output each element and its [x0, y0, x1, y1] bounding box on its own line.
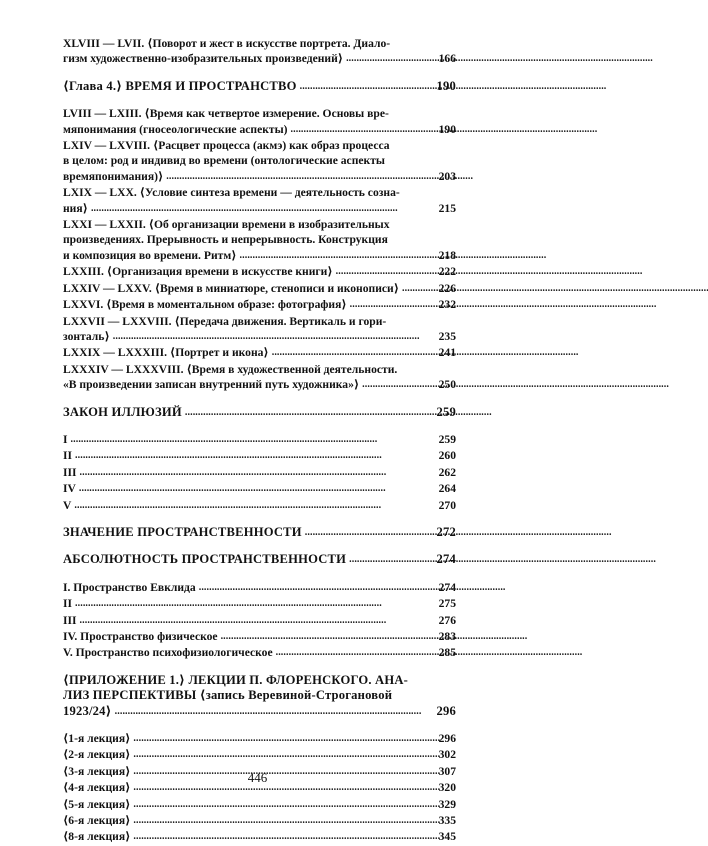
toc-entry — [63, 613, 456, 629]
toc-entry-line — [63, 498, 456, 514]
toc-entry-text: II — [63, 597, 73, 611]
toc-entry-text: IV — [63, 482, 76, 496]
toc-entry-text: LXIV — LXVIII. ⟨Расцвет процесса (акмэ) как образ процесса — [63, 139, 390, 153]
toc-entry-text: XLVIII — LVII. ⟨Поворот и жест в искусстве портрета. Диало- — [63, 37, 391, 50]
toc-section-entry — [63, 673, 456, 720]
toc-entry-line — [63, 217, 456, 232]
toc-entry-line — [63, 405, 456, 421]
toc-page-number: 270 — [438, 498, 456, 512]
toc-entry — [63, 731, 456, 747]
toc-entry-text: LXXIV — LXXV. ⟨Время в миниатюре, стенописи и иконописи⟩ — [63, 281, 400, 295]
toc-entry-line — [63, 481, 456, 497]
toc-page-number: 226 — [438, 281, 456, 295]
toc-entry — [63, 747, 456, 763]
toc-entry-text: ⟨1-я лекция⟩ — [63, 732, 131, 746]
toc-entry-line — [63, 448, 456, 464]
toc-page-number: 320 — [438, 781, 456, 795]
toc-entry-line — [63, 704, 456, 720]
toc-entry-line — [63, 248, 456, 264]
dot-leader — [349, 551, 431, 567]
toc-entry-text: ⟨ПРИЛОЖЕНИЕ 1.⟩ ЛЕКЦИИ П. ФЛОРЕНСКОГО. АНА- — [63, 672, 409, 687]
toc-entry-line — [63, 645, 456, 661]
dot-leader — [185, 404, 432, 420]
toc-page-number: 215 — [438, 201, 456, 215]
dot-leader — [336, 263, 434, 279]
toc-entry — [63, 797, 456, 813]
toc-entry-line — [63, 797, 456, 813]
toc-entry-text: IV. Пространство физическое — [63, 630, 218, 643]
toc-entry-line — [63, 297, 456, 313]
toc-entry-text: произведениях. Прерывность и непрерывность. Конструкция — [63, 233, 388, 247]
dot-leader — [199, 579, 434, 595]
dot-leader — [291, 121, 434, 137]
toc-entry-text: ⟨6-я лекция⟩ — [63, 814, 131, 828]
toc-entry-line — [63, 362, 456, 377]
toc-entry-line — [63, 747, 456, 763]
toc-entry — [63, 645, 456, 661]
toc-entry-line — [63, 169, 456, 185]
toc-entry-line — [63, 629, 456, 645]
dot-leader — [276, 644, 434, 660]
toc-entry — [63, 829, 456, 845]
dot-leader — [305, 524, 432, 540]
dot-leader — [133, 746, 433, 762]
dot-leader — [133, 730, 433, 746]
dot-leader — [91, 200, 434, 216]
toc-entry-line — [63, 688, 456, 703]
toc-page-number: 218 — [438, 248, 456, 262]
toc-entry-line — [63, 673, 456, 688]
toc-page-number: 275 — [438, 597, 456, 611]
table-of-contents — [63, 36, 456, 846]
toc-page-number: 335 — [438, 814, 456, 828]
toc-entry — [63, 185, 456, 217]
toc-entry-text: ЗАКОН ИЛЛЮЗИЙ — [63, 404, 182, 419]
dot-leader — [221, 628, 434, 644]
toc-entry — [63, 465, 456, 481]
toc-page-number: 307 — [438, 764, 456, 778]
toc-entry-text: LXXVII — LXXVIII. ⟨Передача движения. Вертикаль и гори- — [63, 314, 387, 328]
toc-page-number: 285 — [438, 646, 456, 660]
toc-entry — [63, 106, 456, 138]
dot-leader — [133, 828, 433, 844]
toc-page-number: 272 — [436, 524, 456, 539]
toc-entry-text: LXXXIV — LXXXVIII. ⟨Время в художественной деятельности. — [63, 362, 398, 376]
toc-page-number: 264 — [438, 482, 456, 496]
toc-entry-line — [63, 264, 456, 280]
toc-entry-text: V. Пространство психофизиологическое — [63, 646, 273, 660]
toc-entry — [63, 596, 456, 612]
dot-leader — [346, 50, 434, 66]
toc-page-number: 250 — [438, 378, 456, 392]
toc-entry-line — [63, 122, 456, 138]
toc-section-entry — [63, 405, 456, 421]
toc-entry-line — [63, 329, 456, 345]
dot-leader — [71, 431, 434, 447]
toc-entry-text: ⟨2-я лекция⟩ — [63, 748, 131, 762]
toc-entry — [63, 264, 456, 280]
toc-entry-line — [63, 813, 456, 829]
toc-entry-line — [63, 525, 456, 541]
toc-entry — [63, 362, 456, 394]
toc-entry-text: мяпонимания (гносеологические аспекты) — [63, 122, 288, 136]
toc-entry-line — [63, 596, 456, 612]
toc-entry-line — [63, 138, 456, 153]
toc-page-number: 302 — [438, 748, 456, 762]
toc-entry-text: LXXI — LXXII. ⟨Об организации времени в изобразительных — [63, 218, 390, 232]
toc-entry-line — [63, 185, 456, 200]
dot-leader — [115, 703, 432, 719]
toc-page-number: 166 — [438, 52, 456, 66]
toc-entry-line — [63, 613, 456, 629]
dot-leader — [74, 497, 433, 513]
dot-leader — [79, 480, 434, 496]
toc-entry-text: ⟨Глава 4.⟩ ВРЕМЯ И ПРОСТРАНСТВО — [63, 78, 297, 93]
toc-entry-text: АБСОЛЮТНОСТЬ ПРОСТРАНСТВЕННОСТИ — [63, 552, 347, 567]
toc-page-number: 190 — [436, 78, 456, 93]
toc-page-number: 296 — [436, 703, 456, 718]
toc-entry-line — [63, 36, 456, 51]
toc-entry — [63, 580, 456, 596]
dot-leader — [133, 812, 433, 828]
dot-leader — [113, 328, 434, 344]
toc-entry — [63, 36, 456, 68]
toc-page-number: 276 — [438, 613, 456, 627]
toc-entry-line — [63, 201, 456, 217]
toc-entry-line — [63, 314, 456, 329]
dot-leader — [166, 168, 433, 184]
toc-section-entry — [63, 552, 456, 568]
toc-entry-text: ЗНАЧЕНИЕ ПРОСТРАНСТВЕННОСТИ — [63, 524, 302, 539]
toc-entry — [63, 448, 456, 464]
toc-page-number: 274 — [438, 580, 456, 594]
toc-entry-text: ⟨5-я лекция⟩ — [63, 797, 131, 811]
toc-entry-text: ⟨4-я лекция⟩ — [63, 781, 131, 795]
toc-entry-text: в целом: род и индивид во времени (онтологические аспекты — [63, 154, 385, 168]
toc-entry-text: гизм художественно-изобразительных произведений⟩ — [63, 52, 344, 66]
toc-entry-line — [63, 345, 456, 361]
toc-entry-line — [63, 731, 456, 747]
toc-entry — [63, 498, 456, 514]
toc-entry-text: ⟨3-я лекция⟩ — [63, 764, 131, 778]
toc-section-entry — [63, 525, 456, 541]
toc-entry — [63, 345, 456, 361]
toc-page-number: 283 — [438, 630, 456, 643]
toc-entry-text: ния⟩ — [63, 201, 88, 215]
toc-entry-text: II — [63, 449, 73, 463]
dot-leader — [402, 280, 434, 296]
toc-section-entry — [63, 79, 456, 95]
toc-page-number: 259 — [436, 404, 456, 419]
toc-entry-line — [63, 580, 456, 596]
toc-entry-line — [63, 232, 456, 247]
toc-entry-text: LXXVI. ⟨Время в моментальном образе: фотография⟩ — [63, 298, 347, 312]
toc-page-number: 262 — [438, 465, 456, 479]
dot-leader — [133, 796, 433, 812]
toc-page-number: 232 — [438, 298, 456, 312]
toc-page-number: 235 — [438, 329, 456, 343]
toc-entry-line — [63, 153, 456, 168]
toc-page-number: 296 — [438, 732, 456, 746]
toc-entry-text: ЛИЗ ПЕРСПЕКТИВЫ ⟨запись Верeвиной-Строгановой — [63, 688, 393, 703]
toc-entry-line — [63, 432, 456, 448]
toc-entry-text: «В произведении записан внутренний путь художника»⟩ — [63, 378, 360, 392]
toc-entry-text: LXXIX — LXXXIII. ⟨Портрет и икона⟩ — [63, 346, 269, 360]
toc-entry-line — [63, 281, 456, 297]
dot-leader — [300, 78, 432, 94]
toc-page-number: 345 — [438, 830, 456, 844]
toc-entry-text: LVIII — LXIII. ⟨Время как четвертое измерение. Основы вре- — [63, 107, 389, 121]
toc-entry-line — [63, 51, 456, 67]
dot-leader — [362, 376, 433, 392]
toc-entry — [63, 432, 456, 448]
toc-entry-text: и композиция во времени. Ритм⟩ — [63, 248, 237, 262]
dot-leader — [75, 595, 434, 611]
toc-entry-text: LXXIII. ⟨Организация времени в искусстве книги⟩ — [63, 265, 333, 279]
toc-entry-line — [63, 377, 456, 393]
toc-entry-line — [63, 106, 456, 121]
toc-page-number: 329 — [438, 797, 456, 811]
toc-entry-text: III — [63, 613, 77, 627]
toc-entry — [63, 481, 456, 497]
toc-entry-text: LXIX — LXX. ⟨Условие синтеза времени — деятельность созна- — [63, 186, 400, 200]
toc-page-number: 260 — [438, 449, 456, 463]
toc-entry — [63, 217, 456, 264]
toc-entry — [63, 138, 456, 185]
page-number: 446 — [247, 770, 268, 785]
toc-entry — [63, 314, 456, 346]
dot-leader — [80, 464, 434, 480]
toc-page-number: 274 — [436, 552, 456, 567]
toc-page-number: 259 — [438, 432, 456, 446]
toc-entry-line — [63, 552, 456, 568]
toc-entry-text: V — [63, 498, 72, 512]
toc-entry-text: I. Пространство Евклида — [63, 580, 196, 594]
toc-entry-text: времяпонимания)⟩ — [63, 169, 164, 183]
toc-page-number: 203 — [438, 169, 456, 183]
toc-entry-text: 1923/24⟩ — [63, 703, 112, 718]
toc-entry — [63, 297, 456, 313]
dot-leader — [350, 296, 434, 312]
toc-entry-text: I — [63, 432, 68, 446]
toc-entry — [63, 629, 456, 645]
toc-entry-line — [63, 465, 456, 481]
dot-leader — [80, 612, 434, 628]
toc-entry-text: ⟨8-я лекция⟩ — [63, 830, 131, 844]
toc-page-number: 222 — [438, 265, 456, 279]
toc-entry-text: III — [63, 465, 77, 479]
toc-entry-line — [63, 829, 456, 845]
toc-entry-line — [63, 79, 456, 95]
toc-entry — [63, 813, 456, 829]
toc-entry — [63, 281, 456, 297]
dot-leader — [272, 344, 434, 360]
toc-entry-text: зонталь⟩ — [63, 329, 110, 343]
toc-page-number: 241 — [438, 346, 456, 360]
toc-page-number: 190 — [438, 122, 456, 136]
dot-leader — [75, 447, 434, 463]
dot-leader — [240, 247, 434, 263]
